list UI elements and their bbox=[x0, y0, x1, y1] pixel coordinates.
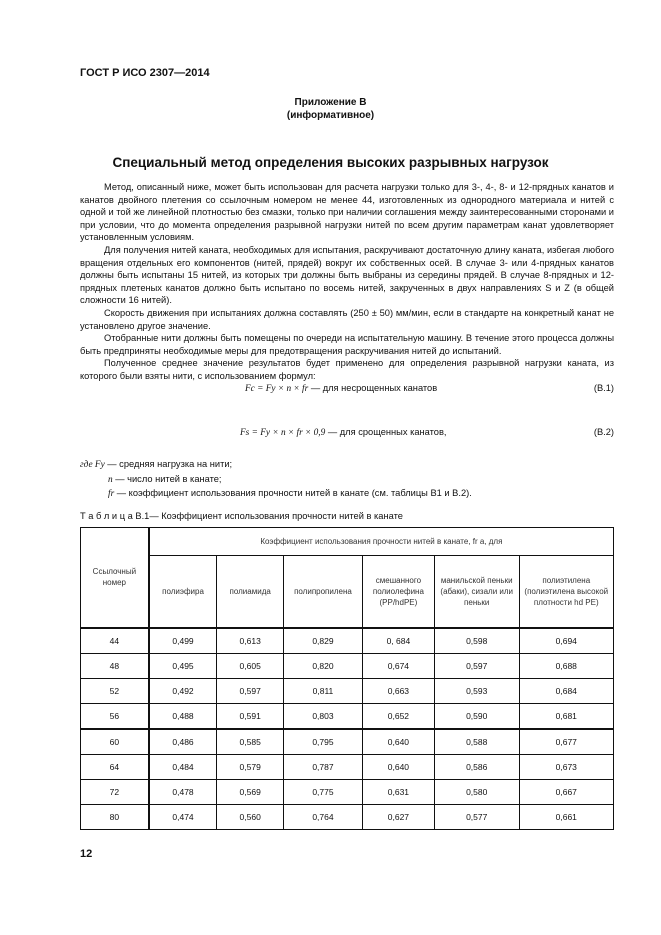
paragraph: Для получения нитей каната, необходимых для испытания, раскручивают достаточную длину каната, избегая любого вращения отдельных его компонентов (нитей, прядей) вокруг их собственных осей. В случае 3- или 4-прядных канатов должны быть испытаны 15 нитей, из которых три должны быть выбраны из середины прядей. В случае 8-прядных и 12-прядных плетеных канатов должно быть испытано по восемь нитей, закрученных в двух направлениях S и Z (в общей сложности 16 нитей). bbox=[80, 244, 614, 306]
coefficient-cell: 0,474 bbox=[149, 804, 217, 829]
column-header: манильской пеньки (абаки), сизали или пеньки bbox=[434, 556, 519, 628]
appendix-subtitle: (информативное) bbox=[286, 110, 375, 121]
coefficient-cell: 0,829 bbox=[284, 628, 363, 654]
coefficient-cell: 0,764 bbox=[284, 804, 363, 829]
paragraph: Метод, описанный ниже, может быть использован для расчета нагрузки только для 3-, 4-, 8- и 12-прядных канатов и канатов двойного плетения со ссылочным номером не менее 44, изготовленных из однородного материала и нитей с одной и той же линейной плотностью без смазки, только при наличии соглашения между заинтересованными сторонами и при условии, что до момента определения разрывной нагрузки нитей по всем другим параметрам канат удовлетворяет установленным условиям. bbox=[80, 182, 614, 243]
symbol: fr bbox=[108, 489, 115, 499]
coefficient-cell: 0,613 bbox=[217, 628, 284, 654]
coefficient-cell: 0,590 bbox=[434, 703, 519, 729]
table-row bbox=[81, 754, 614, 779]
column-header: полиэфира bbox=[149, 556, 217, 628]
ref-number-cell: 48 bbox=[81, 653, 149, 678]
coefficient-cell: 0,681 bbox=[519, 703, 613, 729]
formula-b2 bbox=[240, 427, 446, 438]
formula-b1 bbox=[245, 383, 437, 394]
definition: — средняя нагрузка на нити; bbox=[107, 459, 233, 469]
coefficient-cell: 0,499 bbox=[149, 628, 217, 654]
coefficient-cell: 0,674 bbox=[362, 653, 434, 678]
column-header: полипропилена bbox=[284, 556, 363, 628]
formula-expr: Fs = Fy × n × fr × 0,9 bbox=[240, 428, 326, 438]
coefficient-cell: 0,688 bbox=[519, 653, 613, 678]
coefficient-cell: 0,663 bbox=[362, 678, 434, 703]
column-header: смешанного полиолефина (PP/hdPE) bbox=[362, 556, 434, 628]
coefficient-cell: 0,598 bbox=[434, 628, 519, 654]
standard-header: ГОСТ Р ИСО 2307—2014 bbox=[80, 67, 210, 79]
coefficient-cell: 0,631 bbox=[362, 779, 434, 804]
coefficient-cell: 0,560 bbox=[217, 804, 284, 829]
coefficient-cell: 0,579 bbox=[217, 754, 284, 779]
coefficient-cell: 0,580 bbox=[434, 779, 519, 804]
coefficient-cell: 0,652 bbox=[362, 703, 434, 729]
table-row bbox=[81, 779, 614, 804]
coefficient-table bbox=[80, 527, 614, 830]
coefficient-cell: 0,586 bbox=[434, 754, 519, 779]
column-group-header: Коэффициент использования прочности нитей в канате, fr a, для bbox=[149, 528, 614, 556]
coefficient-cell: 0,492 bbox=[149, 678, 217, 703]
definition: — число нитей в канате; bbox=[115, 474, 222, 484]
coefficient-cell: 0,569 bbox=[217, 779, 284, 804]
coefficient-cell: 0,484 bbox=[149, 754, 217, 779]
coefficient-cell: 0,593 bbox=[434, 678, 519, 703]
coefficient-cell: 0,787 bbox=[284, 754, 363, 779]
coefficient-cell: 0,775 bbox=[284, 779, 363, 804]
coefficient-cell: 0,605 bbox=[217, 653, 284, 678]
coefficient-cell: 0,795 bbox=[284, 729, 363, 755]
page-number: 12 bbox=[80, 848, 93, 860]
formula-text: — для срощенных канатов, bbox=[327, 427, 447, 437]
coefficient-cell: 0,694 bbox=[519, 628, 613, 654]
coefficient-cell: 0,640 bbox=[362, 754, 434, 779]
formula-text: — для несрощенных канатов bbox=[310, 383, 438, 393]
coefficient-cell: 0,588 bbox=[434, 729, 519, 755]
coefficient-cell: 0,577 bbox=[434, 804, 519, 829]
ref-number-cell: 64 bbox=[81, 754, 149, 779]
coefficient-cell: 0,478 bbox=[149, 779, 217, 804]
coefficient-cell: 0,591 bbox=[217, 703, 284, 729]
coefficient-cell: 0, 684 bbox=[362, 628, 434, 654]
body-text bbox=[80, 181, 614, 383]
coefficient-cell: 0,486 bbox=[149, 729, 217, 755]
where-item bbox=[108, 488, 472, 499]
coefficient-cell: 0,585 bbox=[217, 729, 284, 755]
table-row bbox=[81, 678, 614, 703]
symbol: n bbox=[108, 475, 113, 485]
coefficient-cell: 0,677 bbox=[519, 729, 613, 755]
coefficient-cell: 0,667 bbox=[519, 779, 613, 804]
table-row bbox=[81, 653, 614, 678]
coefficient-cell: 0,488 bbox=[149, 703, 217, 729]
paragraph: Полученное среднее значение результатов будет применено для определения разрывной нагрузки каната, из которого были взяты нити, с использованием формул: bbox=[80, 358, 614, 381]
column-header: полиамида bbox=[217, 556, 284, 628]
coefficient-cell: 0,661 bbox=[519, 804, 613, 829]
column-header-ref: Ссылочный номер bbox=[81, 528, 149, 628]
table-caption: Т а б л и ц а В.1— Коэффициент использования прочности нитей в канате bbox=[80, 511, 403, 521]
coefficient-cell: 0,627 bbox=[362, 804, 434, 829]
table-row bbox=[81, 729, 614, 755]
table-row bbox=[81, 703, 614, 729]
paragraph: Отобранные нити должны быть помещены по очереди на испытательную машину. В течение этого процесса должны быть предприняты необходимые меры для предотвращения раскручивания нитей до испытаний. bbox=[80, 333, 614, 356]
ref-number-cell: 80 bbox=[81, 804, 149, 829]
ref-number-cell: 56 bbox=[81, 703, 149, 729]
where-item bbox=[108, 474, 222, 485]
ref-number-cell: 60 bbox=[81, 729, 149, 755]
coefficient-cell: 0,640 bbox=[362, 729, 434, 755]
column-header: полиэтилена (полиэтилена высокой плотности hd PE) bbox=[519, 556, 613, 628]
where-item bbox=[80, 459, 232, 470]
coefficient-cell: 0,803 bbox=[284, 703, 363, 729]
formula-number: (B.2) bbox=[593, 427, 614, 437]
formula-number: (B.1) bbox=[593, 383, 614, 393]
ref-number-cell: 52 bbox=[81, 678, 149, 703]
coefficient-cell: 0,597 bbox=[434, 653, 519, 678]
table-row bbox=[81, 804, 614, 829]
appendix-title: Приложение В bbox=[294, 97, 367, 108]
coefficient-cell: 0,495 bbox=[149, 653, 217, 678]
coefficient-cell: 0,597 bbox=[217, 678, 284, 703]
coefficient-cell: 0,820 bbox=[284, 653, 363, 678]
paragraph: Скорость движения при испытаниях должна составлять (250 ± 50) мм/мин, если в стандарте на конкретный канат не установлено другое значение. bbox=[80, 307, 614, 331]
section-title: Специальный метод определения высоких разрывных нагрузок bbox=[112, 155, 549, 170]
table-row bbox=[81, 628, 614, 654]
ref-number-cell: 44 bbox=[81, 628, 149, 654]
formula-expr: Fc = Fy × n × fr bbox=[245, 384, 309, 394]
coefficient-cell: 0,673 bbox=[519, 754, 613, 779]
coefficient-cell: 0,811 bbox=[284, 678, 363, 703]
ref-number-cell: 72 bbox=[81, 779, 149, 804]
definition: — коэффициент использования прочности нитей в канате (см. таблицы В1 и В.2). bbox=[116, 488, 472, 498]
coefficient-cell: 0,684 bbox=[519, 678, 613, 703]
symbol: где Fy bbox=[80, 460, 105, 470]
